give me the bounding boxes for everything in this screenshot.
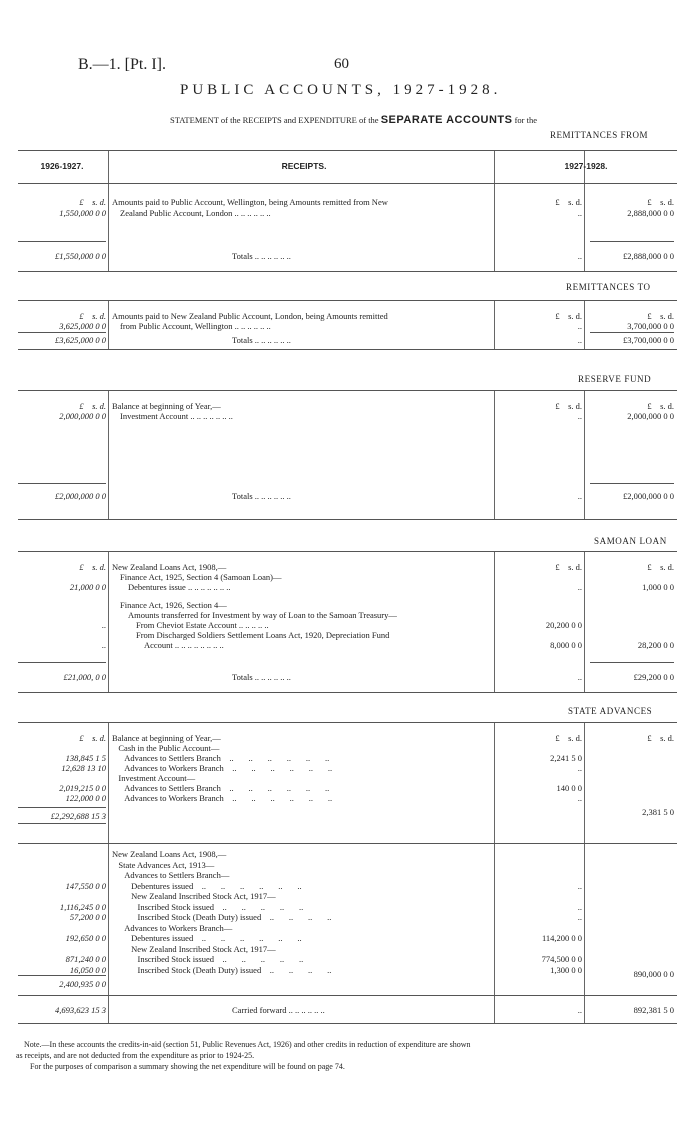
page-title: PUBLIC ACCOUNTS, 1927-1928. bbox=[180, 82, 502, 98]
remit-from-curr: 2,888,000 0 0 bbox=[627, 208, 674, 218]
cell-mid: 2,241 5 0 bbox=[550, 753, 582, 763]
samoan-total-prev: £21,000, 0 0 bbox=[63, 672, 106, 682]
dots: .. bbox=[577, 251, 582, 261]
remit-to-total-curr: £3,700,000 0 0 bbox=[623, 335, 674, 345]
state-subtotal2-curr: 890,000 0 0 bbox=[633, 969, 674, 979]
samoan-curr: 1,000 0 0 bbox=[642, 582, 674, 592]
dots: .. bbox=[577, 491, 582, 501]
statement-emphasis: SEPARATE ACCOUNTS bbox=[380, 114, 513, 126]
section-title-reserve-fund: RESERVE FUND bbox=[578, 374, 652, 384]
reserve-desc: Investment Account .. .. .. .. .. .. .. bbox=[120, 411, 233, 421]
samoan-prev: 21,000 0 0 bbox=[69, 582, 106, 592]
cell-desc: New Zealand Loans Act, 1908,— bbox=[112, 849, 227, 859]
currency-label: £ s. d. bbox=[647, 401, 674, 411]
cell-mid: 140 0 0 bbox=[556, 783, 582, 793]
samoan-desc: New Zealand Loans Act, 1908,— bbox=[112, 562, 227, 572]
cell-desc: Inscribed Stock issued .. .. .. .. .. bbox=[112, 901, 304, 912]
samoan-mid: 8,000 0 0 bbox=[550, 640, 582, 650]
cell-prev: 122,000 0 0 bbox=[65, 793, 106, 803]
dots: .. bbox=[577, 208, 582, 218]
state-subtotal-prev: £2,292,688 15 3 bbox=[50, 811, 106, 821]
reserve-curr: 2,000,000 0 0 bbox=[627, 411, 674, 421]
cell-prev: 16,050 0 0 bbox=[69, 964, 106, 975]
col-header-curr: 1927-1928. bbox=[564, 161, 608, 171]
cell-desc: Advances to Settlers Branch .. .. .. .. .. .. bbox=[112, 753, 330, 763]
samoan-curr: 28,200 0 0 bbox=[637, 640, 674, 650]
cell-prev: 1,116,245 0 0 bbox=[59, 901, 106, 912]
cell-mid: 1,300 0 0 bbox=[550, 964, 582, 975]
cell-desc: Balance at beginning of Year,— bbox=[112, 733, 221, 743]
remit-from-desc: Amounts paid to Public Account, Wellington, being Amounts remitted from New bbox=[112, 197, 388, 207]
reserve-total-curr: £2,000,000 0 0 bbox=[623, 491, 674, 501]
section-title-remittances-to: REMITTANCES TO bbox=[566, 282, 651, 292]
cell-desc: Advances to Workers Branch— bbox=[112, 922, 233, 933]
cell-mid: .. bbox=[577, 912, 582, 922]
cell-mid: .. bbox=[577, 793, 582, 803]
currency-label: £ s. d. bbox=[555, 197, 582, 207]
cell-desc: Cash in the Public Account— bbox=[112, 743, 220, 753]
dots: .. bbox=[577, 321, 582, 331]
dots: .. bbox=[577, 1005, 582, 1015]
section-title-remittances-from: REMITTANCES FROM bbox=[550, 130, 649, 140]
cell-prev: 147,550 0 0 bbox=[65, 880, 106, 891]
samoan-desc: Account .. .. .. .. .. .. .. .. bbox=[144, 640, 224, 650]
cell-mid: 114,200 0 0 bbox=[541, 933, 582, 943]
remit-from-prev: 1,550,000 0 0 bbox=[59, 208, 106, 218]
cell-desc: Debentures issued .. .. .. .. .. .. bbox=[112, 880, 302, 891]
cell-desc: Debentures issued .. .. .. .. .. .. bbox=[112, 933, 302, 943]
cell-desc: Advances to Workers Branch .. .. .. .. .. .. bbox=[112, 793, 333, 803]
state-subtotal-curr: 2,381 5 0 bbox=[642, 807, 674, 817]
cell-desc: Advances to Settlers Branch— bbox=[112, 870, 230, 880]
dots: .. bbox=[577, 672, 582, 682]
cell-mid: .. bbox=[577, 880, 582, 891]
cell-desc: New Zealand Inscribed Stock Act, 1917— bbox=[112, 891, 276, 901]
cell-desc: Investment Account— bbox=[112, 773, 196, 783]
cell-desc: Inscribed Stock (Death Duty) issued .. .. .. .. bbox=[112, 912, 332, 922]
totals-label: Totals .. .. .. .. .. .. bbox=[232, 672, 291, 682]
cell-desc: Inscribed Stock issued .. .. .. .. .. bbox=[112, 954, 304, 964]
state-subtotal2-prev: 2,400,935 0 0 bbox=[59, 979, 106, 989]
cell-desc: Advances to Workers Branch .. .. .. .. .. .. bbox=[112, 763, 333, 773]
cell-mid: .. bbox=[577, 763, 582, 773]
reserve-total-prev: £2,000,000 0 0 bbox=[55, 491, 106, 501]
cell-desc: Advances to Settlers Branch .. .. .. .. .. .. bbox=[112, 783, 330, 793]
footnote-line: For the purposes of comparison a summary showing the net expenditure will be found on page 74. bbox=[30, 1062, 345, 1071]
dots: .. bbox=[577, 335, 582, 345]
currency-label: £ s. d. bbox=[647, 197, 674, 207]
reserve-desc: Balance at beginning of Year,— bbox=[112, 401, 221, 411]
state-advances-table bbox=[18, 722, 677, 1024]
reserve-prev: 2,000,000 0 0 bbox=[59, 411, 106, 421]
cell-prev: 57,200 0 0 bbox=[69, 912, 106, 922]
remit-to-curr: 3,700,000 0 0 bbox=[627, 321, 674, 331]
cell-prev: 871,240 0 0 bbox=[65, 954, 106, 964]
footnote-line: as receipts, and are not deducted from the expenditure as prior to 1924-25. bbox=[16, 1051, 255, 1060]
currency-label: £ s. d. bbox=[79, 311, 106, 321]
samoan-desc: From Discharged Soldiers Settlement Loans Act, 1920, Depreciation Fund bbox=[136, 630, 390, 640]
currency-label: £ s. d. bbox=[555, 733, 582, 743]
document-code: B.—1. [Pt. I]. bbox=[78, 56, 166, 73]
currency-label: £ s. d. bbox=[555, 401, 582, 411]
remit-to-prev: 3,625,000 0 0 bbox=[59, 321, 106, 331]
currency-label: £ s. d. bbox=[79, 733, 106, 743]
remittances-from-table bbox=[18, 150, 677, 272]
samoan-desc: Amounts transferred for Investment by way of Loan to the Samoan Treasury— bbox=[128, 610, 397, 620]
carried-forward-curr: 892,381 5 0 bbox=[633, 1005, 674, 1015]
remit-to-desc: Amounts paid to New Zealand Public Account, London, being Amounts remitted bbox=[112, 311, 388, 321]
remit-to-desc: from Public Account, Wellington .. .. .. .. .. .. bbox=[120, 321, 271, 331]
totals-label: Totals .. .. .. .. .. .. bbox=[232, 491, 291, 501]
remittances-to-table bbox=[18, 300, 677, 350]
dots: .. bbox=[101, 620, 106, 630]
remit-to-total-prev: £3,625,000 0 0 bbox=[55, 335, 106, 345]
section-title-samoan-loan: SAMOAN LOAN bbox=[594, 536, 667, 546]
cell-mid: 774,500 0 0 bbox=[541, 954, 582, 964]
samoan-desc: Finance Act, 1925, Section 4 (Samoan Loan)— bbox=[120, 572, 282, 582]
cell-prev: 138,845 1 5 bbox=[65, 753, 106, 763]
cell-mid: .. bbox=[577, 901, 582, 912]
reserve-fund-table bbox=[18, 390, 677, 520]
currency-label: £ s. d. bbox=[79, 562, 106, 572]
cell-prev: 12,628 13 10 bbox=[61, 763, 106, 773]
currency-label: £ s. d. bbox=[555, 562, 582, 572]
dots: .. bbox=[577, 582, 582, 592]
col-header-prev: 1926-1927. bbox=[40, 161, 84, 171]
currency-label: £ s. d. bbox=[79, 401, 106, 411]
currency-label: £ s. d. bbox=[647, 562, 674, 572]
currency-label: £ s. d. bbox=[647, 733, 674, 743]
samoan-loan-table bbox=[18, 551, 677, 693]
cell-prev: 2,019,215 0 0 bbox=[59, 783, 106, 793]
cell-desc: State Advances Act, 1913— bbox=[112, 859, 215, 870]
footnote-line: Note.—In these accounts the credits-in-aid (section 51, Public Revenues Act, 1926) and other credits in reduction of expenditure are shown bbox=[24, 1040, 471, 1049]
statement-heading: STATEMENT of the RECEIPTS and EXPENDITURE of the SEPARATE ACCOUNTS for the bbox=[170, 114, 537, 126]
samoan-mid: 20,200 0 0 bbox=[545, 620, 582, 630]
currency-label: £ s. d. bbox=[647, 311, 674, 321]
remit-from-total-prev: £1,550,000 0 0 bbox=[55, 251, 106, 261]
dots: .. bbox=[577, 411, 582, 421]
totals-label: Totals .. .. .. .. .. .. bbox=[232, 335, 291, 345]
carried-forward-prev: 4,693,623 15 3 bbox=[55, 1005, 106, 1015]
carried-forward-label: Carried forward .. .. .. .. .. .. bbox=[232, 1005, 325, 1015]
remit-from-total-curr: £2,888,000 0 0 bbox=[623, 251, 674, 261]
samoan-desc: From Cheviot Estate Account .. .. .. .. .. bbox=[136, 620, 269, 630]
remit-from-desc: Zealand Public Account, London .. .. .. .. .. .. bbox=[120, 208, 271, 218]
cell-prev: 192,650 0 0 bbox=[65, 933, 106, 943]
cell-desc: Inscribed Stock (Death Duty) issued .. .. .. .. bbox=[112, 964, 332, 975]
samoan-desc: Finance Act, 1926, Section 4— bbox=[120, 600, 227, 610]
samoan-desc: Debentures issue .. .. .. .. .. .. .. bbox=[128, 582, 231, 592]
totals-label: Totals .. .. .. .. .. .. bbox=[232, 251, 291, 261]
samoan-total-curr: £29,200 0 0 bbox=[633, 672, 674, 682]
currency-label: £ s. d. bbox=[79, 197, 106, 207]
currency-label: £ s. d. bbox=[555, 311, 582, 321]
cell-desc: New Zealand Inscribed Stock Act, 1917— bbox=[112, 943, 276, 954]
section-title-state-advances: STATE ADVANCES bbox=[568, 706, 653, 716]
col-header-receipts: RECEIPTS. bbox=[281, 161, 327, 171]
page-number: 60 bbox=[334, 56, 349, 72]
dots: .. bbox=[101, 640, 106, 650]
